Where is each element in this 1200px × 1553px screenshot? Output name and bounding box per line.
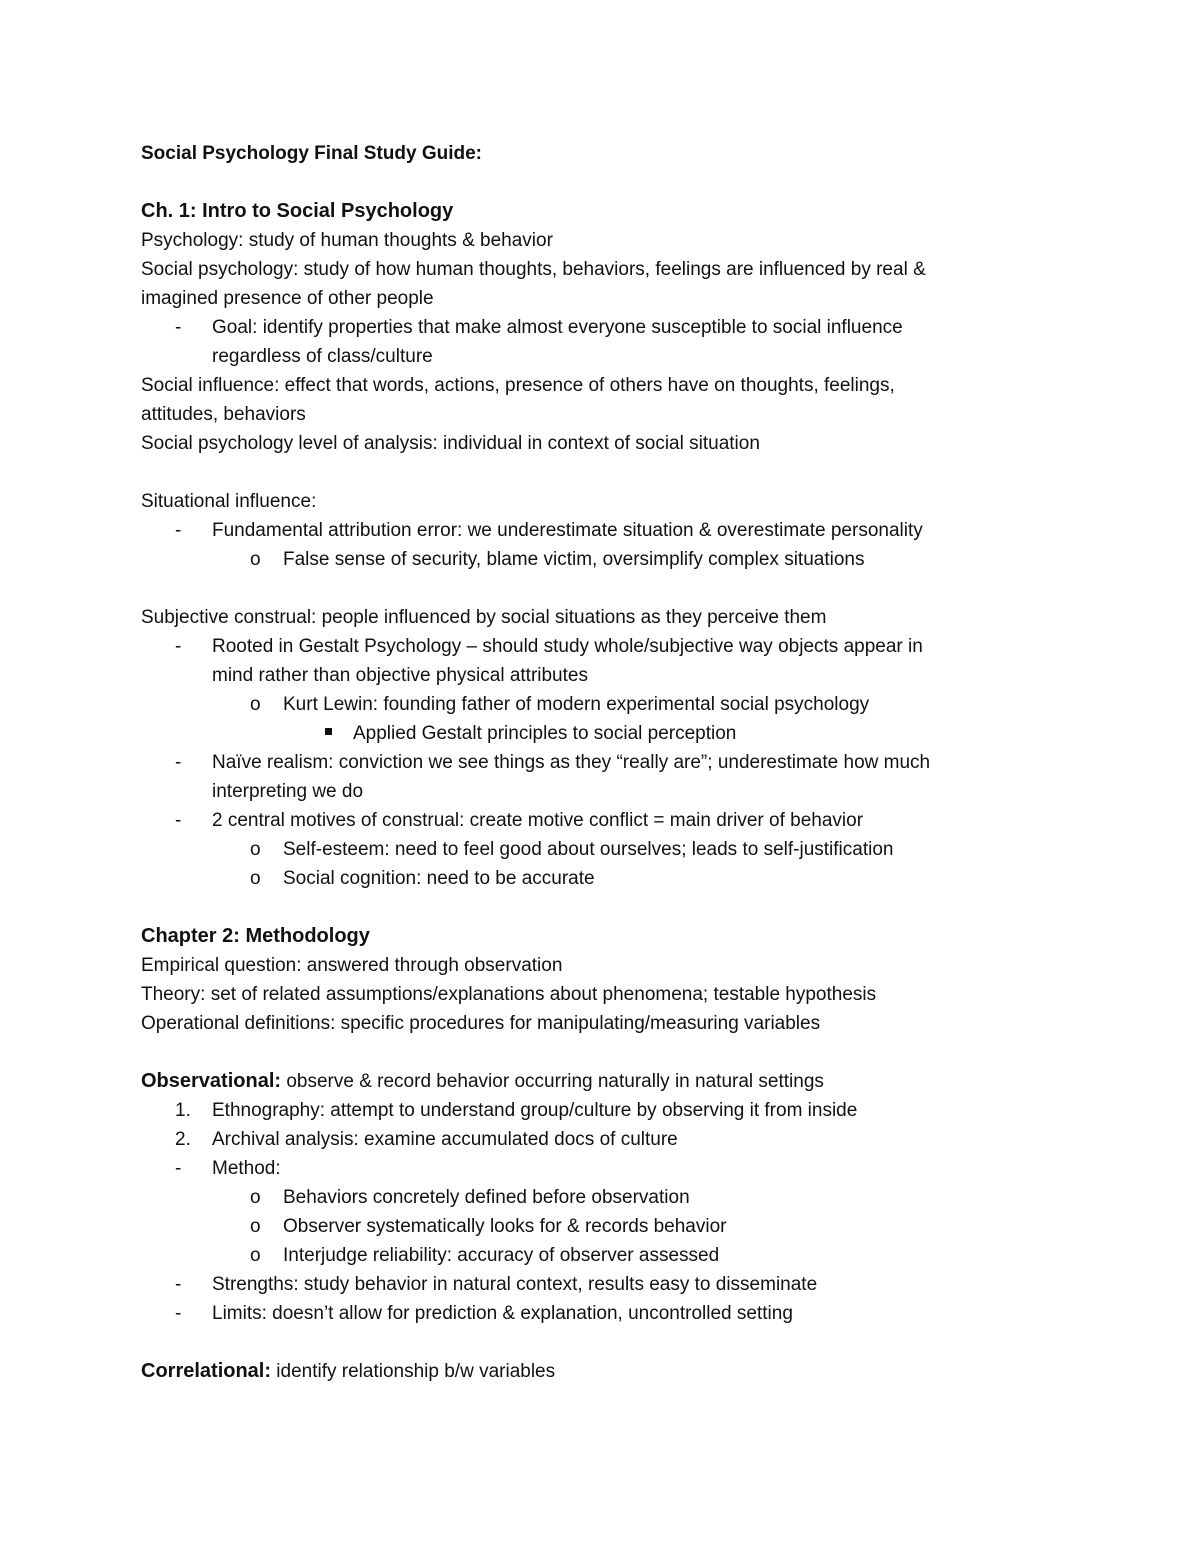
dash-bullet: -: [175, 1158, 182, 1179]
list-item: [141, 806, 1061, 835]
circle-bullet: o: [250, 868, 261, 889]
dash-bullet: -: [175, 1274, 182, 1295]
social-psychology-definition: Social psychology: study of how human thoughts, behaviors, feelings are influenced by real &: [141, 259, 926, 280]
dash-bullet: -: [175, 810, 182, 831]
self-esteem-text: Self-esteem: need to feel good about ourselves; leads to self-justification: [283, 839, 894, 860]
operational-definitions: Operational definitions: specific procedures for manipulating/measuring variables: [141, 1013, 821, 1034]
list-item: [141, 719, 1061, 748]
theory-definition: Theory: set of related assumptions/explanations about phenomena; testable hypothesis: [141, 984, 877, 1005]
square-bullet-icon: [325, 728, 332, 735]
correlational-text: identify relationship b/w variables: [271, 1361, 556, 1382]
method-item-1: Behaviors concretely defined before observation: [283, 1187, 690, 1208]
dash-bullet: -: [175, 636, 182, 657]
list-item: [141, 545, 1061, 574]
gestalt-text-cont: mind rather than objective physical attributes: [212, 665, 588, 686]
subjective-construal-definition: Subjective construal: people influenced by social situations as they perceive them: [141, 607, 827, 628]
circle-bullet: o: [250, 839, 261, 860]
list-item: [141, 516, 1061, 545]
social-influence-definition-cont: attitudes, behaviors: [141, 404, 306, 425]
method-item-2: Observer systematically looks for & records behavior: [283, 1216, 727, 1237]
list-item: [141, 632, 1061, 690]
list-item: [141, 313, 1061, 371]
circle-bullet: o: [250, 1187, 261, 1208]
document-page: [141, 139, 1061, 1386]
list-item: [141, 1241, 1061, 1270]
ethnography-text: Ethnography: attempt to understand group/culture by observing it from inside: [212, 1100, 858, 1121]
circle-bullet: o: [250, 1245, 261, 1266]
list-item: [141, 1270, 1061, 1299]
empirical-question-definition: Empirical question: answered through observation: [141, 955, 563, 976]
list-item: [141, 835, 1061, 864]
number-marker: 1.: [175, 1100, 191, 1121]
dash-bullet: -: [175, 520, 182, 541]
goal-text: Goal: identify properties that make almost everyone susceptible to social influence: [212, 317, 903, 338]
dash-bullet: -: [175, 1303, 182, 1324]
social-cognition-text: Social cognition: need to be accurate: [283, 868, 595, 889]
circle-bullet: o: [250, 1216, 261, 1237]
naive-realism-text-cont: interpreting we do: [212, 781, 364, 802]
list-item: [141, 864, 1061, 893]
lewin-text: Kurt Lewin: founding father of modern experimental social psychology: [283, 694, 870, 715]
situational-influence-label: Situational influence:: [141, 491, 317, 512]
fae-text: Fundamental attribution error: we underestimate situation & overestimate personality: [212, 520, 923, 541]
list-item: [141, 1183, 1061, 1212]
observational-text: observe & record behavior occurring naturally in natural settings: [281, 1071, 824, 1092]
circle-bullet: o: [250, 549, 261, 570]
list-item: [141, 748, 1061, 806]
list-item: [141, 1212, 1061, 1241]
chapter-2-heading: Chapter 2: Methodology: [141, 925, 370, 947]
list-item: [141, 690, 1061, 719]
fae-sub-text: False sense of security, blame victim, oversimplify complex situations: [283, 549, 865, 570]
lewin-sub-text: Applied Gestalt principles to social perception: [353, 723, 737, 744]
observational-label: Observational:: [141, 1070, 282, 1092]
psychology-definition: Psychology: study of human thoughts & behavior: [141, 230, 553, 251]
method-item-3: Interjudge reliability: accuracy of observer assessed: [283, 1245, 720, 1266]
observational-line: [141, 1067, 1061, 1096]
document-title: Social Psychology Final Study Guide:: [141, 143, 483, 164]
correlational-label: Correlational:: [141, 1360, 272, 1382]
social-influence-definition: Social influence: effect that words, actions, presence of others have on thoughts, feelings,: [141, 375, 895, 396]
correlational-line: [141, 1357, 1061, 1386]
goal-text-cont: regardless of class/culture: [212, 346, 433, 367]
dash-bullet: -: [175, 317, 182, 338]
motives-text: 2 central motives of construal: create motive conflict = main driver of behavior: [212, 810, 864, 831]
social-psychology-definition-cont: imagined presence of other people: [141, 288, 434, 309]
number-marker: 2.: [175, 1129, 191, 1150]
naive-realism-text: Naïve realism: conviction we see things as they “really are”; underestimate how much: [212, 752, 931, 773]
list-item: [141, 1299, 1061, 1328]
list-item: [141, 1125, 1061, 1154]
dash-bullet: -: [175, 752, 182, 773]
chapter-1-heading: Ch. 1: Intro to Social Psychology: [141, 200, 454, 222]
list-item: [141, 1154, 1061, 1183]
circle-bullet: o: [250, 694, 261, 715]
level-of-analysis: Social psychology level of analysis: individual in context of social situation: [141, 433, 760, 454]
gestalt-text: Rooted in Gestalt Psychology – should study whole/subjective way objects appear in: [212, 636, 923, 657]
archival-text: Archival analysis: examine accumulated docs of culture: [212, 1129, 678, 1150]
list-item: [141, 1096, 1061, 1125]
method-label: Method:: [212, 1158, 281, 1179]
strengths-text: Strengths: study behavior in natural context, results easy to disseminate: [212, 1274, 818, 1295]
limits-text: Limits: doesn’t allow for prediction & explanation, uncontrolled setting: [212, 1303, 793, 1324]
